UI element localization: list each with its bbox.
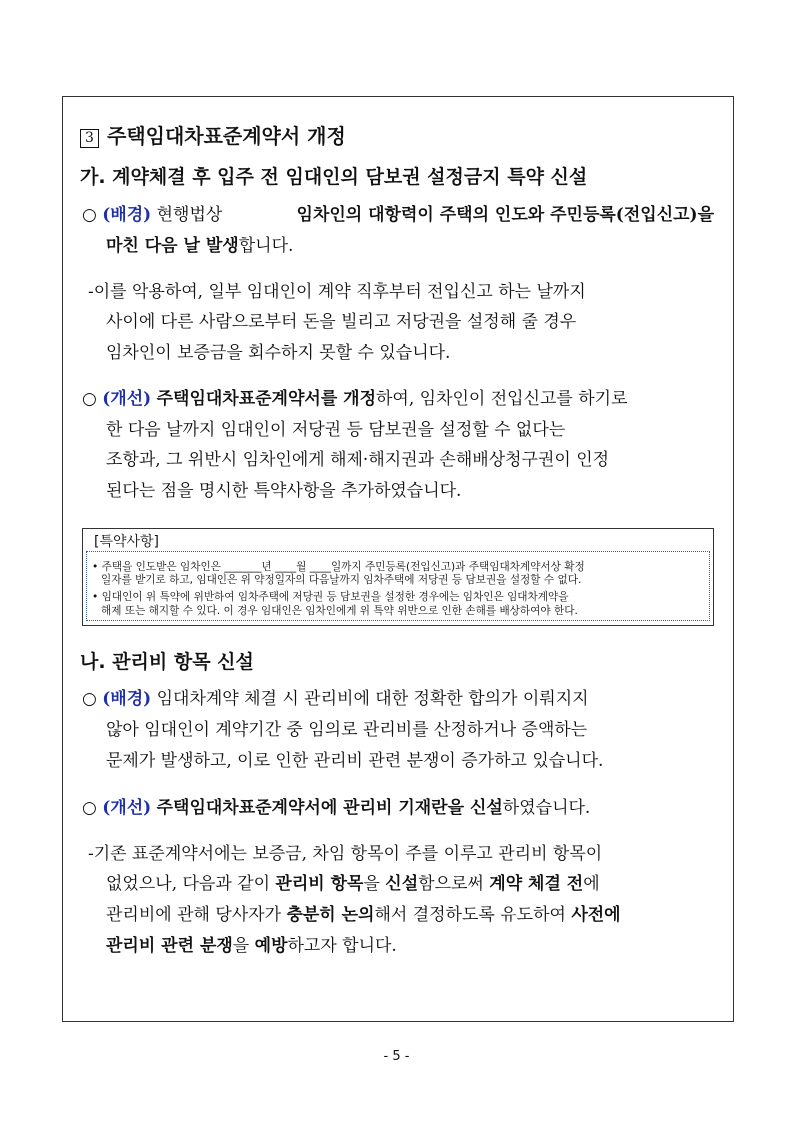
b-detail-line-4 [106, 938, 397, 955]
subsection-a-title: 가. 계약체결 후 입주 전 임대인의 담보권 설정금지 특약 신설 [80, 166, 588, 188]
clause-1-line-2: 일자를 받기로 하고, 임대인은 위 약정일자의 다음날까지 임차주택에 저당권 등 담보권을 설정할 수 없다. [101, 574, 582, 586]
b-background-line-2: 않아 임대인이 계약기간 중 임의로 관리비를 산정하거나 증액하는 [106, 720, 588, 740]
clause-2-line-2: 해제 또는 해지할 수 있다. 이 경우 임대인은 임차인에게 위 특약 위반으로 인한 손해를 배상하여야 한다. [101, 605, 578, 617]
t: 에 [583, 874, 600, 894]
t: 없었으나, 다음과 같이 [106, 874, 271, 894]
clause-2-line-1: • 임대인이 위 특약에 위반하여 임차주택에 저당권 등 담보권을 설정한 경우에는 임차인은 임대차계약을 [92, 591, 569, 603]
b-bg-text: 임대차계약 체결 시 관리비에 대한 정확한 합의가 이뤄지지 [156, 689, 589, 709]
t: 을 [232, 936, 250, 956]
b-detail-line-2 [106, 876, 600, 893]
circle-bullet-icon: ○ [82, 389, 97, 409]
a-detail-line-1: -이를 악용하여, 일부 임대인이 계약 직후부터 전입신고 하는 날까지 [88, 282, 586, 302]
t: 충분히 논의 [286, 905, 375, 925]
a-detail-line-2: 사이에 다른 사람으로부터 돈을 빌리고 저당권을 설정해 줄 경우 [106, 312, 577, 332]
circle-bullet-icon: ○ [82, 798, 97, 818]
a-improvement-line-4: 된다는 점을 명시한 특약사항을 추가하였습니다. [106, 481, 462, 501]
t: 관리비 관련 분쟁 [106, 936, 233, 956]
t: 을 [363, 874, 380, 894]
b-detail-line-3 [106, 907, 621, 924]
page-number: - 5 - [383, 1049, 410, 1064]
section-title: 주택임대차표준계약서 개정 [107, 124, 346, 148]
t: 함으로써 [418, 874, 484, 894]
t: 관리비 항목 [275, 874, 364, 894]
background-tag: (배경) [102, 689, 152, 709]
a-improvement-line-1 [82, 391, 714, 408]
a-imp-text: 하여, 임차인이 전입신고를 하기로 [376, 389, 628, 409]
improvement-tag: (개선) [102, 389, 152, 409]
a-background-line-2 [106, 238, 293, 255]
a-bg-bold: 임차인의 대항력이 주택의 인도와 주민등록(전입신고)을 [296, 205, 714, 225]
section-heading [80, 120, 346, 149]
b-imp-bold: 주택임대차표준계약서에 관리비 기재란을 신설 [156, 798, 503, 818]
t: 관리비에 관해 당사자가 [106, 905, 282, 925]
a-detail-line-3: 임차인이 보증금을 회수하지 못할 수 있습니다. [106, 343, 451, 363]
background-tag: (배경) [102, 205, 152, 225]
t: 해서 결정하도록 유도하여 [374, 905, 566, 925]
subsection-b-title: 나. 관리비 항목 신설 [80, 651, 254, 673]
circle-bullet-icon: ○ [82, 205, 97, 225]
special-terms-label: [특약사항] [94, 534, 160, 550]
a-bg-bold-2: 마친 다음 날 발생 [106, 236, 239, 256]
section-number: 3 [80, 129, 99, 148]
circle-bullet-icon: ○ [82, 689, 97, 709]
t: 하고자 합니다. [287, 936, 397, 956]
t: 계약 체결 전 [489, 874, 584, 894]
t: 예방 [254, 936, 288, 956]
a-imp-bold: 주택임대차표준계약서를 개정 [156, 389, 376, 409]
b-improvement-line [82, 800, 590, 817]
b-background-line-1 [82, 691, 714, 708]
t: 사전에 [571, 905, 621, 925]
a-bg-text-2: 합니다. [238, 236, 294, 256]
b-imp-text: 하였습니다. [502, 798, 591, 818]
a-improvement-line-3: 조항과, 그 위반시 임차인에게 해제·해지권과 손해배상청구권이 인정 [106, 450, 610, 470]
a-bg-text: 현행법상 [156, 205, 223, 225]
clause-1-line-1: • 주택을 인도받은 임차인은 _______년 ____월 ____일까지 주민등록(전입신고)과 주택임대차계약서상 확정 [92, 561, 585, 573]
b-background-line-3: 문제가 발생하고, 이로 인한 관리비 관련 분쟁이 증가하고 있습니다. [106, 751, 604, 771]
improvement-tag: (개선) [102, 798, 152, 818]
a-background-line-1 [82, 207, 714, 224]
t: 신설 [385, 874, 419, 894]
a-improvement-line-2: 한 다음 날까지 임대인이 저당권 등 담보권을 설정할 수 없다는 [106, 420, 566, 440]
b-detail-line-1: -기존 표준계약서에는 보증금, 차임 항목이 주를 이루고 관리비 항목이 [88, 844, 603, 864]
